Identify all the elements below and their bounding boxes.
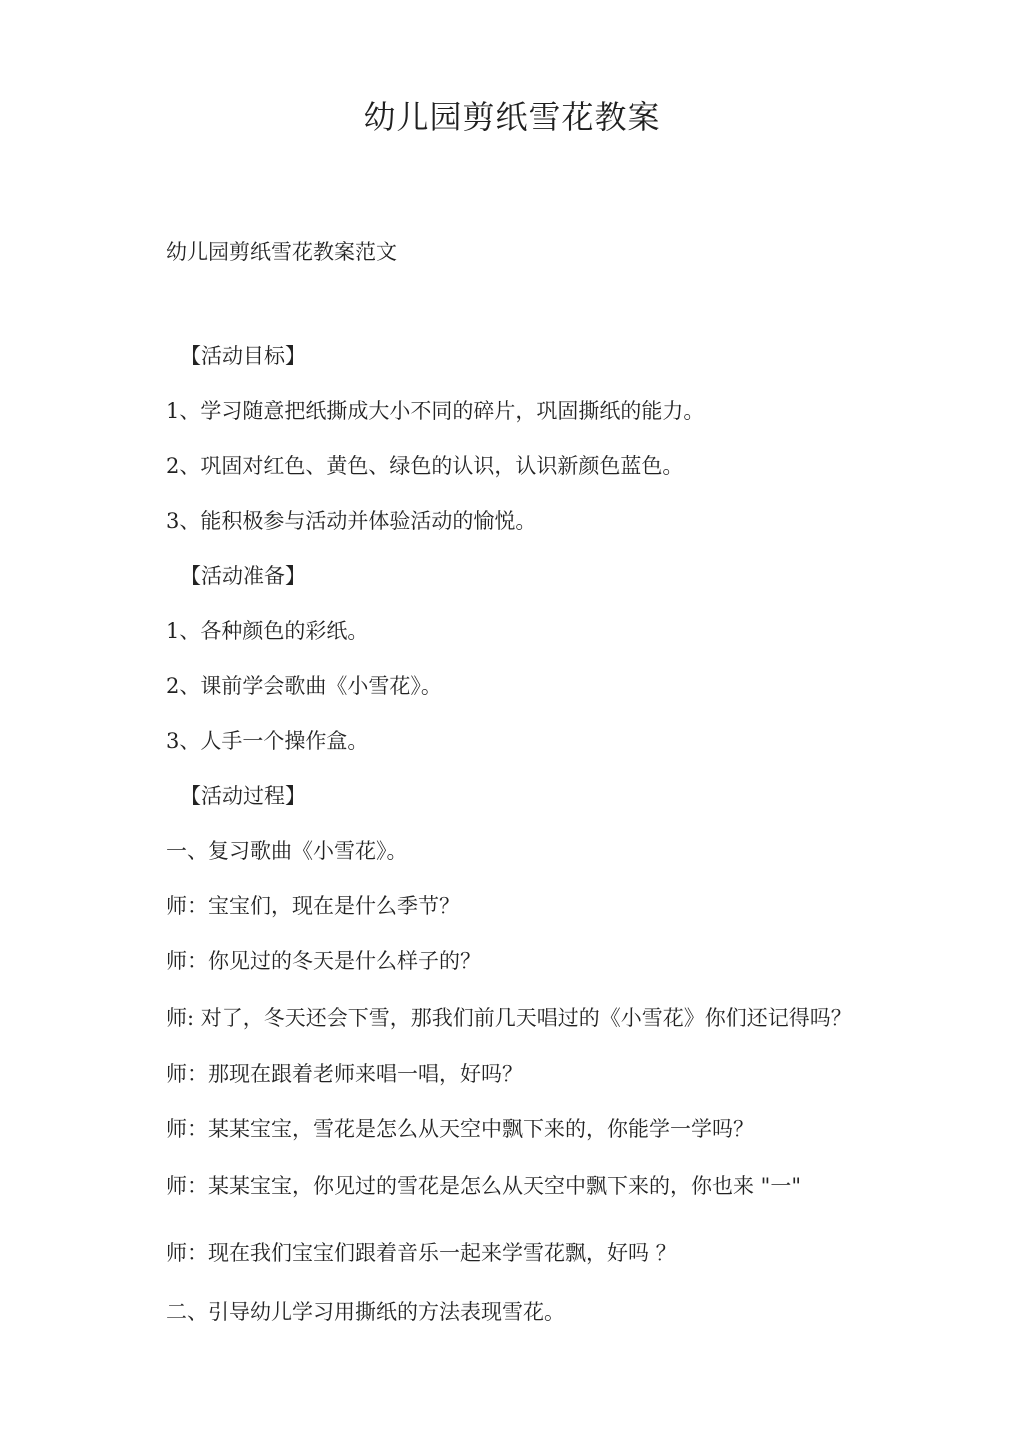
- process-item: 师: 对了，冬天还会下雪，那我们前几天唱过的《小雪花》你们还记得吗？: [166, 1006, 852, 1030]
- section-heading-process: 【活动过程】: [180, 784, 306, 808]
- section-heading-goals: 【活动目标】: [180, 344, 306, 368]
- document-title: 幼儿园剪纸雪花教案: [363, 98, 661, 136]
- process-item: 师：那现在跟着老师来唱一唱，好吗？: [166, 1062, 523, 1086]
- goal-item: 1、学习随意把纸撕成大小不同的碎片，巩固撕纸的能力。: [166, 399, 705, 423]
- process-item: 一、复习歌曲《小雪花》。: [166, 839, 408, 863]
- process-item: 师：某某宝宝，雪花是怎么从天空中飘下来的，你能学一学吗？: [166, 1117, 754, 1141]
- process-item: 二、引导幼儿学习用撕纸的方法表现雪花。: [166, 1300, 565, 1324]
- prep-item: 2、课前学会歌曲《小雪花》。: [166, 674, 442, 698]
- section-heading-preparation: 【活动准备】: [180, 564, 306, 588]
- process-item: 师：宝宝们，现在是什么季节？: [166, 894, 460, 918]
- prep-item: 3、人手一个操作盒。: [166, 729, 369, 753]
- document-subtitle: 幼儿园剪纸雪花教案范文: [166, 240, 397, 264]
- goal-item: 2、巩固对红色、黄色、绿色的认识，认识新颜色蓝色。: [166, 454, 684, 478]
- process-item: 师：某某宝宝，你见过的雪花是怎么从天空中飘下来的，你也来 "一": [166, 1174, 801, 1198]
- prep-item: 1、各种颜色的彩纸。: [166, 619, 369, 643]
- process-item: 师：你见过的冬天是什么样子的？: [166, 949, 481, 973]
- process-item: 师：现在我们宝宝们跟着音乐一起来学雪花飘，好吗 ？: [166, 1241, 677, 1265]
- goal-item: 3、能积极参与活动并体验活动的愉悦。: [166, 509, 537, 533]
